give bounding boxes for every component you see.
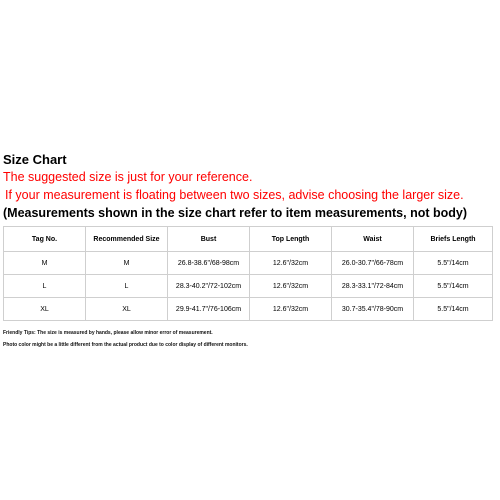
header-tag-no: Tag No. [4,227,86,252]
header-bust: Bust [168,227,250,252]
cell-waist: 26.0-30.7"/66-78cm [332,252,414,275]
cell-briefs-length: 5.5"/14cm [414,298,493,321]
cell-top-length: 12.6"/32cm [250,275,332,298]
cell-bust: 29.9-41.7"/76-106cm [168,298,250,321]
size-chart-document [3,152,495,353]
reference-notice: The suggested size is just for your reference. [3,170,253,184]
size-chart-title: Size Chart [3,152,67,167]
cell-waist: 28.3-33.1"/72-84cm [332,275,414,298]
table-row [4,275,493,298]
header-recommended-size: Recommended Size [86,227,168,252]
tips-section [3,329,495,349]
table-row [4,298,493,321]
size-table [3,226,493,321]
cell-briefs-length: 5.5"/14cm [414,275,493,298]
cell-bust: 26.8-38.6"/68-98cm [168,252,250,275]
table-row [4,252,493,275]
cell-recommended-size: L [86,275,168,298]
table-header-row [4,227,493,252]
header-top-length: Top Length [250,227,332,252]
cell-bust: 28.3-40.2"/72-102cm [168,275,250,298]
cell-tag-no: M [4,252,86,275]
photo-color-note: Photo color might be a little different from the actual product due to color display of different monitors. [3,342,248,348]
header-waist: Waist [332,227,414,252]
header-briefs-length: Briefs Length [414,227,493,252]
cell-recommended-size: XL [86,298,168,321]
friendly-tip-text: Friendly Tips: The size is measured by hands, please allow minor error of measurement. [3,330,213,336]
larger-size-advice: If your measurement is floating between two sizes, advise choosing the larger size. [5,188,464,202]
cell-top-length: 12.6"/32cm [250,298,332,321]
cell-briefs-length: 5.5"/14cm [414,252,493,275]
cell-tag-no: L [4,275,86,298]
cell-tag-no: XL [4,298,86,321]
measurement-note: (Measurements shown in the size chart refer to item measurements, not body) [3,206,467,220]
cell-top-length: 12.6"/32cm [250,252,332,275]
cell-recommended-size: M [86,252,168,275]
cell-waist: 30.7-35.4"/78-90cm [332,298,414,321]
